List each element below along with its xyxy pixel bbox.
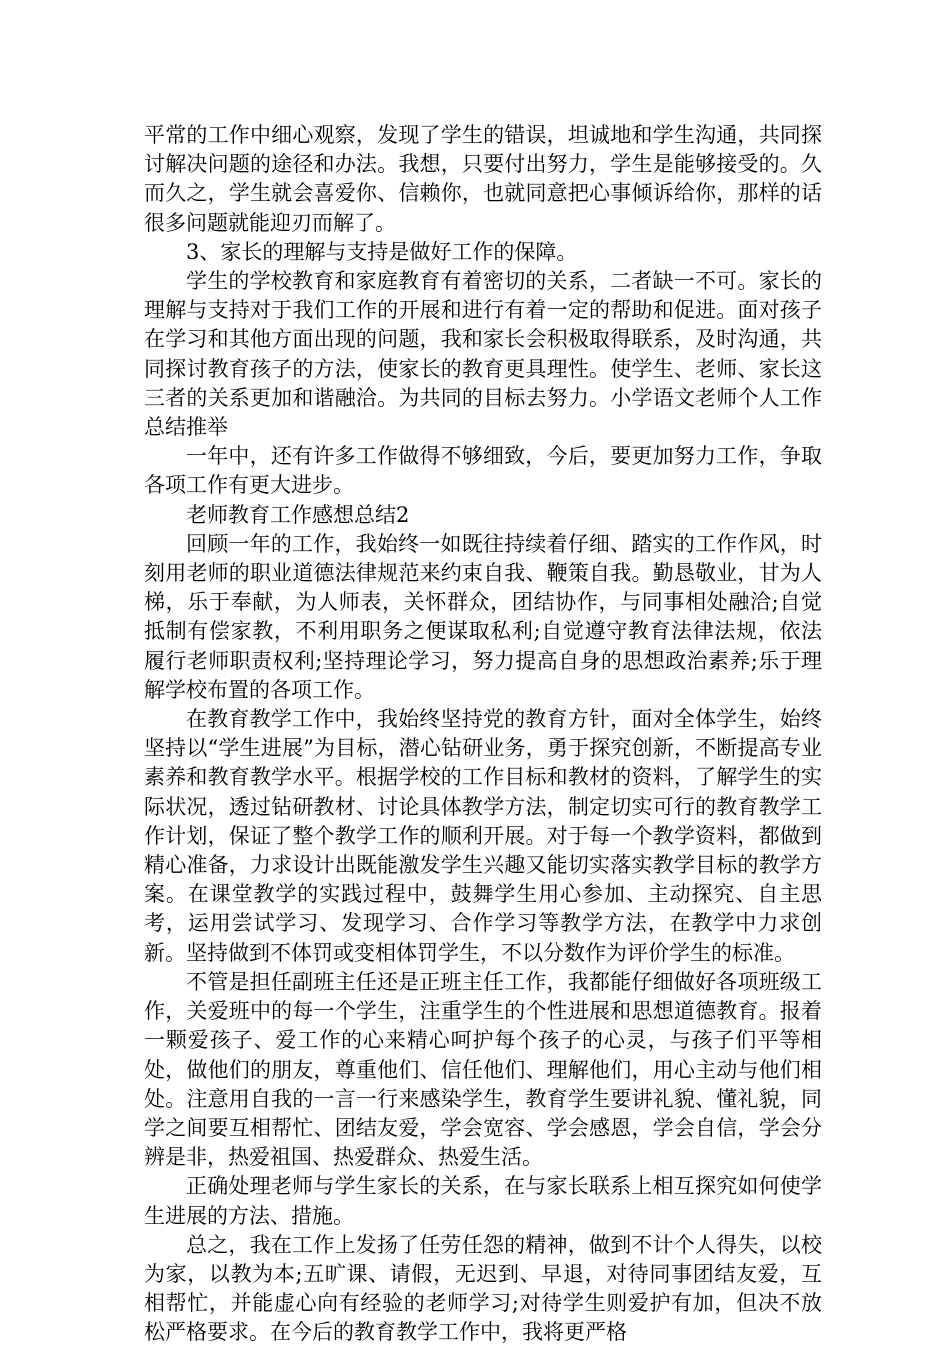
paragraph-continuation: 平常的工作中细心观察，发现了学生的错误，坦诚地和学生沟通，共同探讨解决问题的途径和办法。我想，只要付出努力，学生是能够接受的。久而久之，学生就会喜爱你、信赖你，也就同意把心事倾诉给你，那样的话很多问题就能迎刃而解了。 (144, 123, 822, 235)
paragraph-teaching: 在教育教学工作中，我始终坚持党的教育方针，面对全体学生，始终坚持以“学生进展”为目标，潜心钻研业务，勇于探究创新，不断提高专业素养和教育教学水平。根据学校的工作目标和教材的资料，了解学生的实际状况，透过钻研教材、讨论具体教学方法，制定切实可行的教育教学工作计划，保证了整个教学工作的顺利开展。对于每一个教学资料，都做到精心准备，力求设计出既能激发学生兴趣又能切实落实教学目标的教学方案。在课堂教学的实践过程中，鼓舞学生用心参加、主动探究、自主思考，运用尝试学习、发现学习、合作学习等教学方法，在教学中力求创新。坚持做到不体罚或变相体罚学生，不以分数作为评价学生的标准。 (144, 707, 822, 965)
paragraph-shortcomings: 一年中，还有许多工作做得不够细致，今后，要更加努力工作，争取各项工作有更大进步。 (144, 444, 822, 498)
paragraph-summary: 总之，我在工作上发扬了任劳任怨的精神，做到不计个人得失，以校为家，以教为本;五旷课、请假，无迟到、早退，对待同事团结友爱，互相帮忙，并能虚心向有经验的老师学习;对待学生则爱护有加，但决不放松严格要求。在今后的教育教学工作中，我将更严格 (144, 1232, 822, 1345)
paragraph-review: 回顾一年的工作，我始终一如既往持续着仔细、踏实的工作作风，时刻用老师的职业道德法律规范来约束自我、鞭策自我。勤恳敬业，甘为人梯，乐于奉献，为人师表，关怀群众，团结协作，与同事相处融洽;自觉抵制有偿家教，不利用职务之便谋取私利;自觉遵守教育法律法规，依法履行老师职责权利;坚持理论学习，努力提高自身的思想政治素养;乐于理解学校布置的各项工作。 (144, 531, 822, 702)
paragraph-home-school: 学生的学校教育和家庭教育有着密切的关系，二者缺一不可。家长的理解与支持对于我们工作的开展和进行有着一定的帮助和促进。面对孩子在学习和其他方面出现的问题，我和家长会积极取得联系，及时沟通，共同探讨教育孩子的方法，使家长的教育更具理性。使学生、老师、家长这三者的关系更加和谐融洽。为共同的目标去努力。小学语文老师个人工作总结推举 (144, 269, 822, 440)
article-title-2: 老师教育工作感想总结2 (186, 502, 410, 527)
paragraph-class-teacher: 不管是担任副班主任还是正班主任工作，我都能仔细做好各项班级工作，关爱班中的每一个学生，注重学生的个性进展和思想道德教育。报着一颗爱孩子、爱工作的心来精心呵护每个孩子的心灵，与孩子们平等相处，做他们的朋友，尊重他们、信任他们、理解他们，用心主动与他们相处。注意用自我的一言一行来感染学生，教育学生要讲礼貌、懂礼貌，同学之间要互相帮忙、团结友爱，学会宽容、学会感恩，学会自信，学会分辨是非，热爱祖国、热爱群众、热爱生活。 (144, 969, 822, 1170)
section-heading-parent-support: 3、家长的理解与支持是做好工作的保障。 (186, 239, 578, 264)
paragraph-parents: 正确处理老师与学生家长的关系，在与家长联系上相互探究如何使学生进展的方法、措施。 (144, 1174, 822, 1228)
